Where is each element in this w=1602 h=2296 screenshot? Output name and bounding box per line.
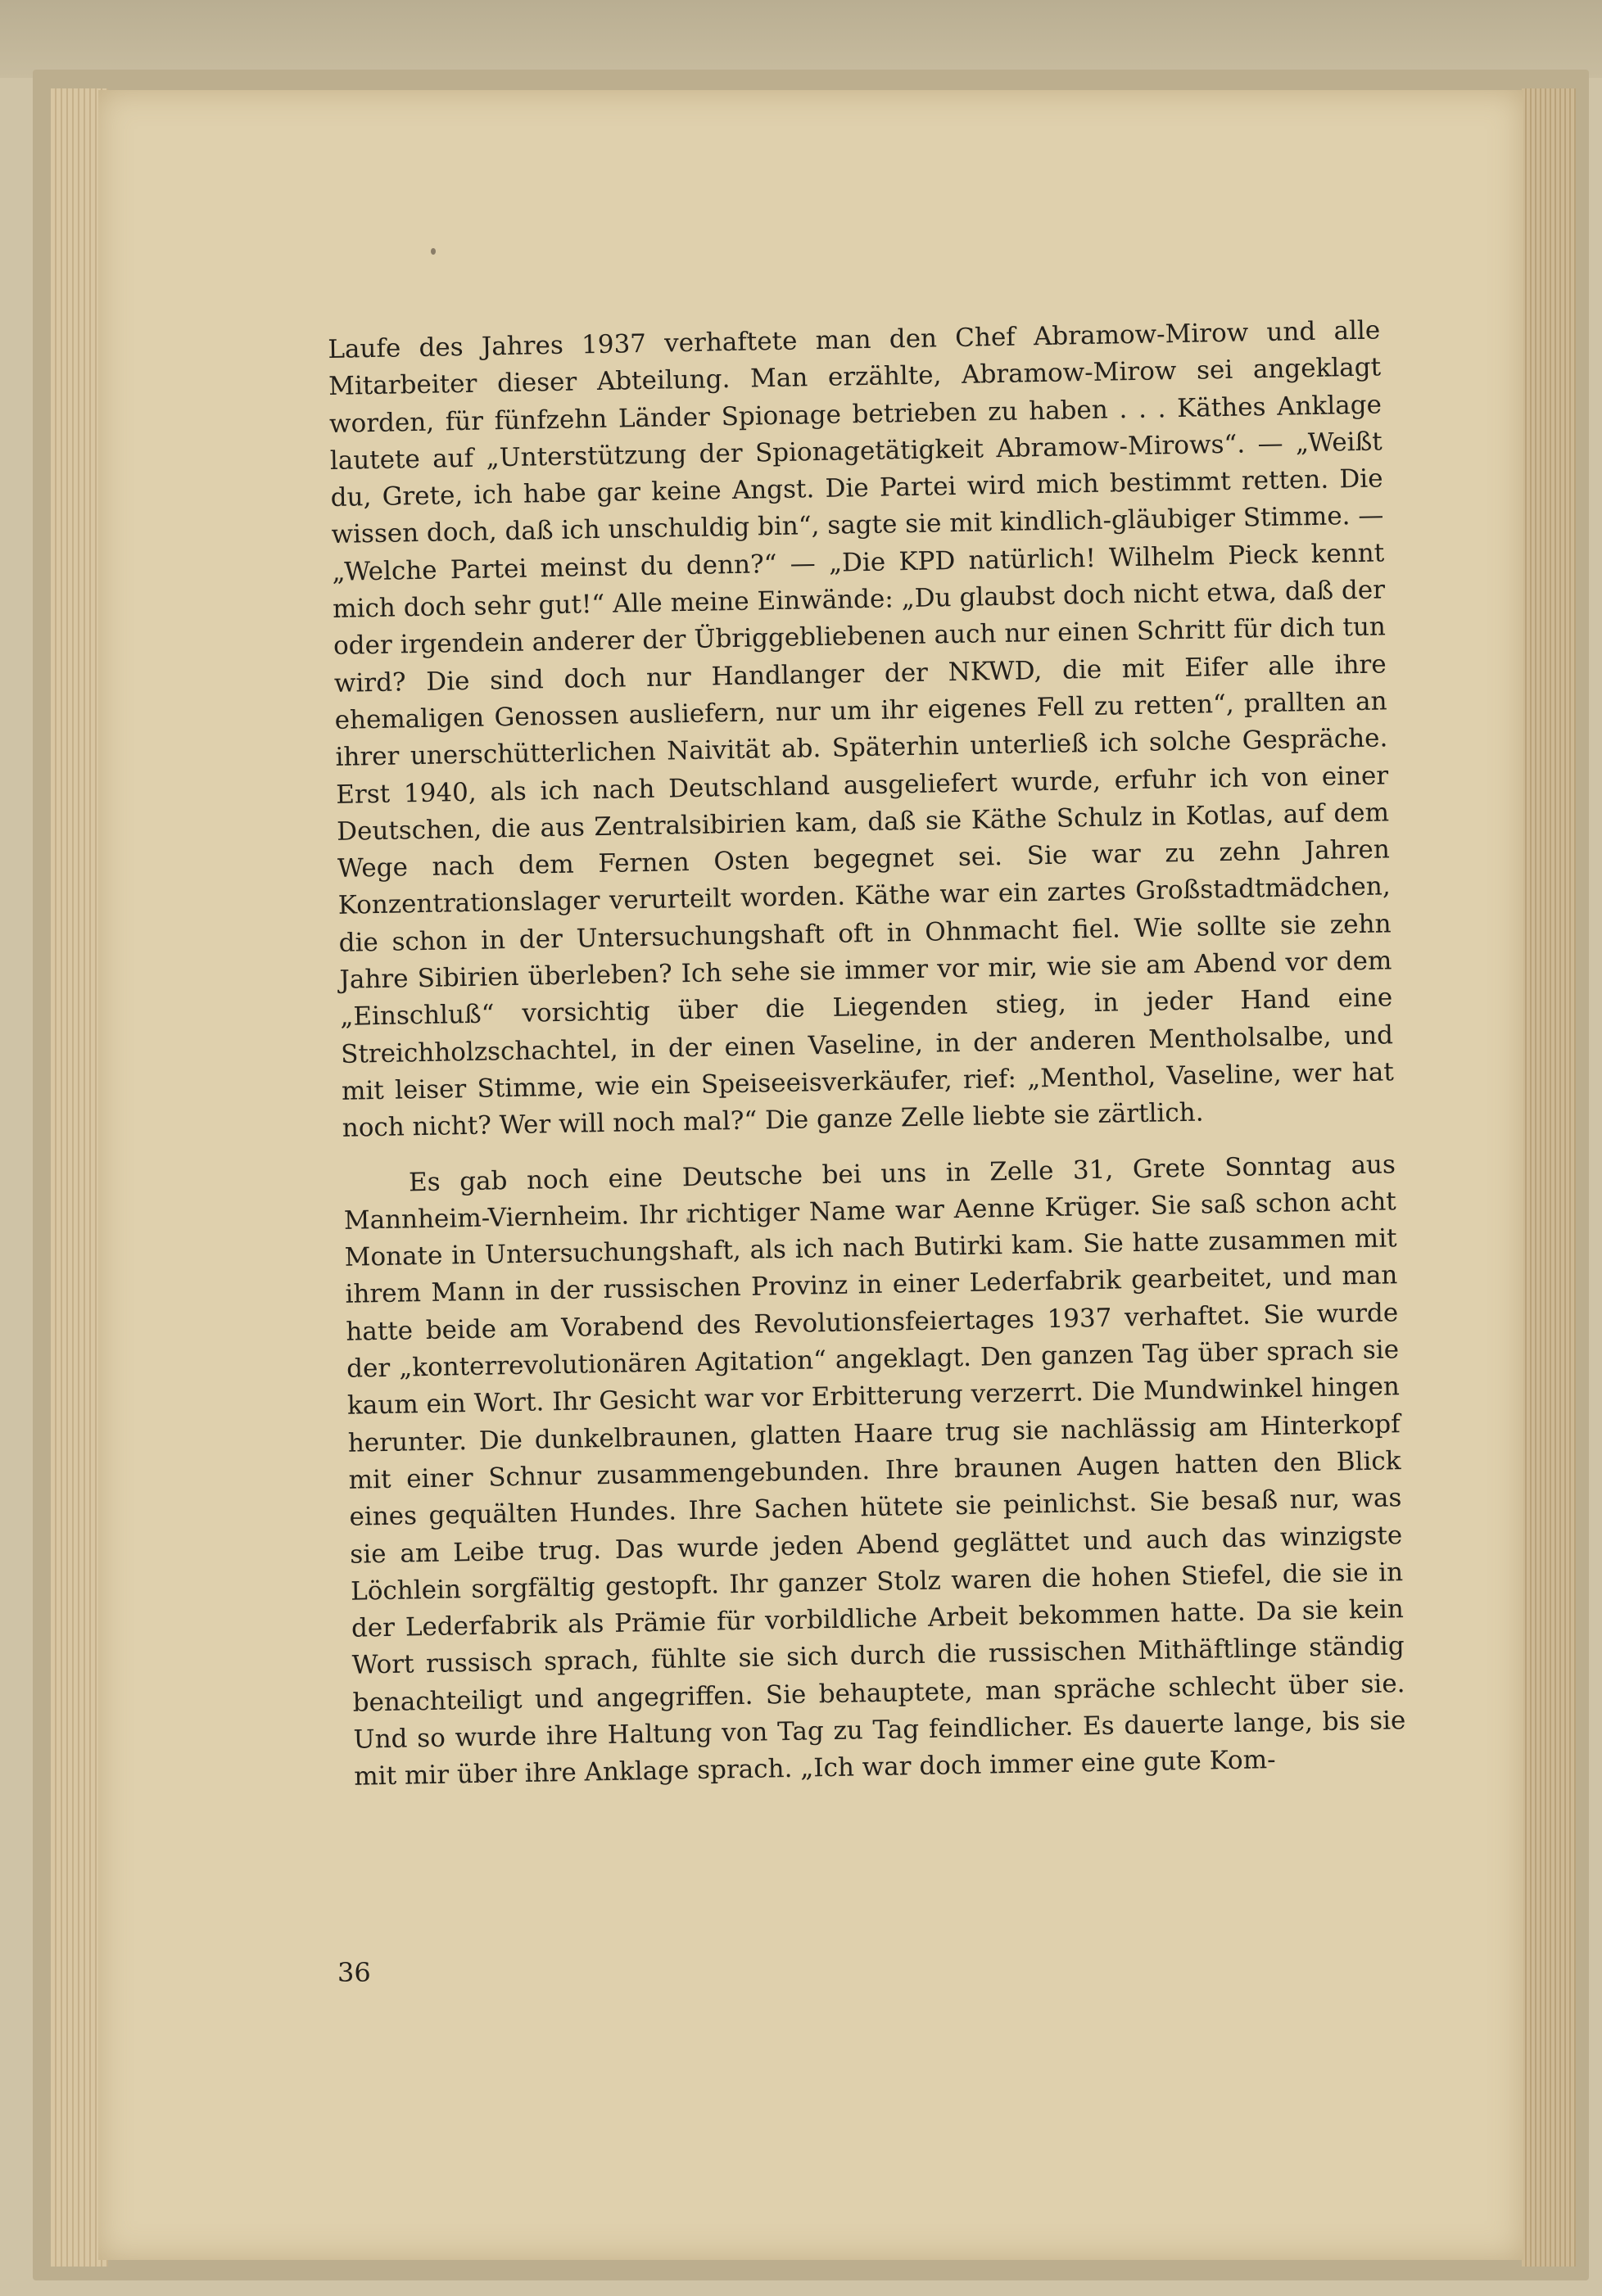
page-edges-right xyxy=(1522,88,1576,2267)
paragraph-1: Laufe des Jahres 1937 verhaftete man den Chef Abramow-Mirow und alle Mitarbeiter dieser Abteilung. Man erzählte, Abramow-Mirow sei angeklagt worden, für fünfzehn Länder Spionage betrieben zu haben . . . Käthes Anklage lautete auf „Unterstützung der Spionagetätigkeit Abramow-Mirows“. — „Weißt du, Grete, ich habe gar keine Angst. Die Partei wird mich bestimmt retten. Die wissen doch, daß ich unschuldig bin“, sagte sie mit kindlich-gläubiger Stimme. — „Welche Partei meinst du denn?“ — „Die KPD natürlich! Wilhelm Pieck kennt mich doch sehr gut!“ Alle meine Einwände: „Du glaubst doch nicht etwa, daß der oder irgendein anderer der Übriggebliebenen auch nur einen Schritt für dich tun wird? Die sind doch nur Handlanger der NKWD, die mit Eifer alle ihre ehemaligen Genossen ausliefern, nur um ihr eigenes Fell zu retten“, prallten an ihrer unerschütterlichen Naivität ab. Späterhin unterließ ich solche Gespräche. Erst 1940, als ich nach Deutschland ausgeliefert wurde, erfuhr ich von einer Deutschen, die aus Zentralsibirien kam, daß sie Käthe Schulz in Kotlas, auf dem Wege nach dem Fernen Osten begegnet sei. Sie war zu zehn Jahren Konzentrationslager verurteilt worden. Käthe war ein zartes Großstadtmädchen, die schon in der Untersuchungshaft oft in Ohnmacht fiel. Wie sollte sie zehn Jahre Sibirien überleben? Ich sehe sie immer vor mir, wie sie am Abend vor dem „Einschluß“ vorsichtig über die Liegenden stieg, in jeder Hand eine Streichholzschachtel, in der einen Vaseline, in der anderen Mentholsalbe, und mit leiser Stimme, wie ein Speiseeisverkäufer, rief: „Menthol, Vaseline, wer hat noch nicht? Wer will noch mal?“ Die ganze Zelle liebte sie zärtlich. xyxy=(328,315,1395,1144)
page-number: 36 xyxy=(337,1957,371,1988)
paragraph-2: Es gab noch eine Deutsche bei uns in Zelle 31, Grete Sonntag aus Mannheim-Viernheim. Ihr richtiger Name war Aenne Krüger. Sie saß schon acht Monate in Untersuchungshaft, als ich nach Butirki kam. Sie hatte zusammen mit ihrem Mann in der russischen Provinz in einer Lederfabrik gearbeitet, und man hatte beide am Vorabend des Revolutionsfeiertages 1937 verhaftet. Sie wurde der „konterrevolutionären Agitation“ angeklagt. Den ganzen Tag über sprach sie kaum ein Wort. Ihr Gesicht war vor Erbitterung verzerrt. Die Mundwinkel hingen herunter. Die dunkelbraunen, glatten Haare trug sie nachlässig am Hinterkopf mit einer Schnur zusammengebunden. Ihre braunen Augen hatten den Blick eines gequälten Hundes. Ihre Sachen hütete sie peinlichst. Sie besaß nur, was sie am Leibe trug. Das wurde jeden Abend geglättet und auch das winzigste Löchlein sorgfältig gestopft. Ihr ganzer Stolz waren die hohen Stiefel, die sie in der Lederfabrik als Prämie für vorbildliche Arbeit bekommen hatte. Da sie kein Wort russisch sprach, fühlte sie sich durch die russischen Mithäftlinge ständig benachteiligt und angegriffen. Sie behauptete, man spräche schlecht über sie. Und so wurde ihre Haltung von Tag zu Tag feindlicher. Es dauerte lange, bis sie mit mir über ihre Anklage sprach. „Ich war doch immer eine gute Kom- xyxy=(343,1149,1406,1792)
ink-speck xyxy=(431,248,436,255)
body-text xyxy=(328,312,1407,1796)
scan-background xyxy=(0,0,1602,78)
